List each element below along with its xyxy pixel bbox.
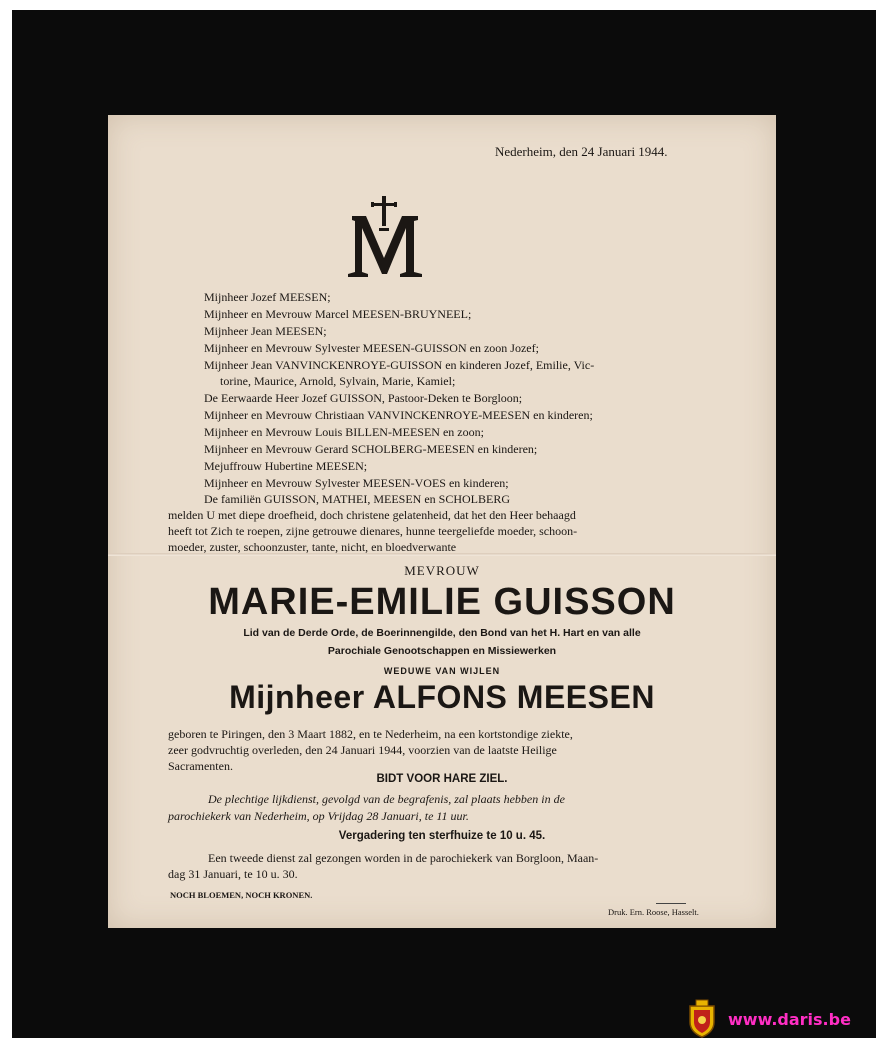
printer-credit: Druk. Ern. Roose, Hasselt. — [608, 907, 699, 917]
family-line: Mijnheer en Mevrouw Louis BILLEN-MEESEN en zoon; — [204, 425, 484, 439]
daris-crest-logo-icon — [686, 998, 718, 1038]
membership-line: Parochiale Genootschappen en Missiewerken — [327, 645, 557, 657]
announcement-line: heeft tot Zich te roepen, zijne getrouwe dienares, hunne teergeliefde moeder, schoon- — [168, 524, 578, 538]
funeral-line: parochiekerk van Nederheim, op Vrijdag 28 Januari, te 11 uur. — [168, 809, 469, 823]
printer-rule — [656, 903, 686, 904]
family-line: Mijnheer Jozef MEESEN; — [204, 290, 331, 304]
family-line: Mijnheer en Mevrouw Christiaan VANVINCKENROYE-MEESEN en kinderen; — [204, 408, 593, 422]
announcement-line: moeder, zuster, schoonzuster, tante, nicht, en bloedverwante — [168, 540, 457, 554]
meeting-line: Vergadering ten sterfhuize te 10 u. 45. — [338, 830, 546, 842]
date-line: Nederheim, den 24 Januari 1944. — [495, 144, 668, 159]
details-line: geboren te Piringen, den 3 Maart 1882, en te Nederheim, na een kortstondige ziekte, — [168, 727, 573, 741]
no-flowers-note: NOCH BLOEMEN, NOCH KRONEN. — [170, 890, 313, 900]
funeral-line: De plechtige lijkdienst, gevolgd van de begrafenis, zal plaats hebben in de — [208, 792, 565, 806]
family-line: Mejuffrouw Hubertine MEESEN; — [204, 459, 368, 473]
family-line: torine, Maurice, Arnold, Sylvain, Marie, Kamiel; — [220, 374, 456, 388]
deceased-name: MARIE-EMILIE GUISSON — [208, 581, 676, 623]
family-line: Mijnheer en Mevrouw Sylvester MEESEN-VOES en kinderen; — [204, 476, 509, 490]
marian-monogram-icon — [340, 196, 430, 281]
details-line: zeer godvruchtig overleden, den 24 Januari 1944, voorzien van de laatste Heilige — [168, 743, 557, 757]
announcement-line: melden U met diepe droefheid, doch christene gelatenheid, dat het den Heer behaagd — [168, 508, 576, 522]
second-service-line: dag 31 Januari, te 10 u. 30. — [168, 867, 298, 881]
title-mevrouw: MEVROUW — [404, 563, 480, 578]
prayer-line: BIDT VOOR HARE ZIEL. — [376, 773, 508, 785]
details-line: Sacramenten. — [168, 759, 233, 773]
membership-line: Lid van de Derde Orde, de Boerinnengilde, den Bond van het H. Hart en van alle — [243, 627, 641, 639]
husband-name: Mijnheer ALFONS MEESEN — [229, 679, 655, 715]
family-line: De familiën GUISSON, MATHEI, MEESEN en SCHOLBERG — [204, 492, 510, 506]
family-line: Mijnheer en Mevrouw Marcel MEESEN-BRUYNEEL; — [204, 307, 472, 321]
family-line: De Eerwaarde Heer Jozef GUISSON, Pastoor-Deken te Borgloon; — [204, 391, 523, 405]
family-line: Mijnheer Jean MEESEN; — [204, 324, 327, 338]
family-line: Mijnheer en Mevrouw Gerard SCHOLBERG-MEESEN en kinderen; — [204, 442, 538, 456]
mourning-card — [108, 115, 776, 928]
watermark-url[interactable]: www.daris.be — [728, 1010, 851, 1029]
second-service-line: Een tweede dienst zal gezongen worden in de parochiekerk van Borgloon, Maan- — [208, 851, 599, 865]
family-line: Mijnheer Jean VANVINCKENROYE-GUISSON en kinderen Jozef, Emilie, Vic- — [204, 358, 595, 372]
family-line: Mijnheer en Mevrouw Sylvester MEESEN-GUISSON en zoon Jozef; — [204, 341, 539, 355]
widow-label: WEDUWE VAN WIJLEN — [383, 666, 501, 676]
